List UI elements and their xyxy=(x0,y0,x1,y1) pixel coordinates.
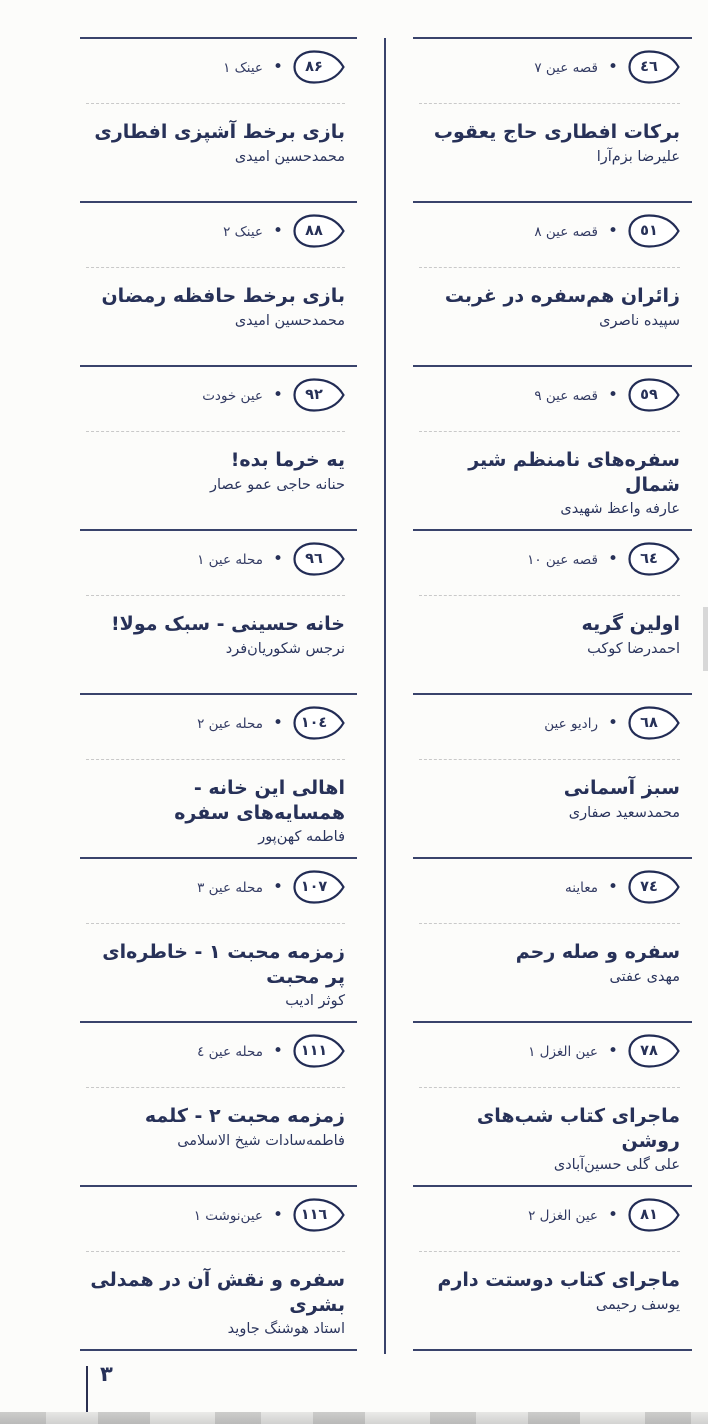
page-edge-tab xyxy=(703,607,708,671)
entry-title: بازی برخط آشپزی افطاری xyxy=(94,121,345,143)
bullet-dot-icon: • xyxy=(272,712,283,733)
entry-author: کوثر ادیب xyxy=(285,993,345,1010)
entry-title: سبز آسمانی xyxy=(563,777,680,799)
entry-header-row xyxy=(419,870,680,904)
bullet-dot-icon: • xyxy=(607,220,618,241)
bullet-dot-icon: • xyxy=(607,712,618,733)
scan-bottom-edge xyxy=(0,1412,708,1424)
page-number-badge xyxy=(293,706,345,740)
entry-author: مهدی عفتی xyxy=(609,968,680,985)
entry-category-label: عین خودت xyxy=(202,388,263,404)
entry-author: فاطمه کهن‌پور xyxy=(258,829,345,846)
entry-author: علیرضا بزم‌آرا xyxy=(596,148,680,165)
entry-page-number: ٦٤ xyxy=(640,551,658,567)
entry-subdivider-line xyxy=(86,923,345,924)
toc-entry xyxy=(413,693,692,857)
page-number-badge xyxy=(293,1034,345,1068)
toc-entry xyxy=(413,201,692,365)
entry-subdivider-line xyxy=(419,923,680,924)
entry-page-number: ٨۶ xyxy=(305,59,323,75)
entry-header-row xyxy=(86,542,345,576)
entry-subdivider-line xyxy=(86,1087,345,1088)
page-number-badge xyxy=(628,1198,680,1232)
entry-header-row xyxy=(86,214,345,248)
toc-column-left xyxy=(80,37,357,1351)
entry-subdivider-line xyxy=(419,759,680,760)
entry-author: سپیده ناصری xyxy=(599,312,680,329)
bullet-dot-icon: • xyxy=(272,1204,283,1225)
entry-header-row xyxy=(86,50,345,84)
bullet-dot-icon: • xyxy=(272,548,283,569)
toc-entry xyxy=(80,1185,357,1349)
entry-category-label: قصه عین ٧ xyxy=(534,60,598,76)
entry-header-row xyxy=(86,1198,345,1232)
entry-subdivider-line xyxy=(86,431,345,432)
entry-author: استاد هوشنگ جاوید xyxy=(227,1321,345,1338)
bullet-dot-icon: • xyxy=(607,876,618,897)
toc-entry xyxy=(413,529,692,693)
page-number-badge xyxy=(293,1198,345,1232)
entry-header-row xyxy=(86,870,345,904)
bullet-dot-icon: • xyxy=(607,384,618,405)
entry-author: محمدسعید صفاری xyxy=(568,804,680,821)
entry-page-number: ٥١ xyxy=(640,223,658,239)
entry-category-label: محله عین ١ xyxy=(197,552,263,568)
entry-title: سفره و صله رحم xyxy=(515,941,680,963)
page-number-badge xyxy=(628,870,680,904)
entry-category-label: معاینه xyxy=(565,880,598,896)
entry-category-label: عینک ١ xyxy=(223,60,263,76)
page-number-badge xyxy=(628,214,680,248)
toc-entry xyxy=(80,201,357,365)
entry-author: محمدحسین امیدی xyxy=(234,148,345,165)
entry-author: احمدرضا کوکب xyxy=(587,640,680,657)
bullet-dot-icon: • xyxy=(607,1040,618,1061)
entry-subdivider-line xyxy=(419,595,680,596)
entry-page-number: ٧٤ xyxy=(640,879,658,895)
page-number-badge xyxy=(628,378,680,412)
bullet-dot-icon: • xyxy=(272,220,283,241)
column-divider-line xyxy=(384,38,386,1354)
entry-category-label: رادیو عین xyxy=(544,716,598,732)
entry-title: سفره‌های نامنظم شیر شمال xyxy=(468,449,680,496)
entry-header-row xyxy=(419,706,680,740)
page-number-badge xyxy=(293,542,345,576)
entry-author: فاطمه‌سادات شیخ الاسلامی xyxy=(177,1132,345,1149)
entry-title: زمزمه محبت ١ - خاطره‌ای پر محبت xyxy=(102,941,345,988)
toc-entry xyxy=(80,1021,357,1185)
entry-page-number: ٦٨ xyxy=(640,715,658,731)
toc-entry xyxy=(413,365,692,529)
entry-subdivider-line xyxy=(86,1251,345,1252)
bullet-dot-icon: • xyxy=(607,56,618,77)
page-number-badge xyxy=(293,50,345,84)
entry-header-row xyxy=(419,1198,680,1232)
toc-entry xyxy=(413,1185,692,1349)
entry-page-number: ٩٢ xyxy=(305,387,323,403)
entry-category-label: محله عین ٤ xyxy=(197,1044,263,1060)
entry-category-label: عین الغزل ٢ xyxy=(528,1208,598,1224)
entry-title: بازی برخط حافظه رمضان xyxy=(101,285,345,307)
entry-subdivider-line xyxy=(419,431,680,432)
entry-category-label: عین الغزل ١ xyxy=(528,1044,598,1060)
bullet-dot-icon: • xyxy=(607,1204,618,1225)
toc-entry xyxy=(80,693,357,857)
page-number-badge xyxy=(628,1034,680,1068)
entry-page-number: ١٠٤ xyxy=(300,715,328,731)
entry-author: محمدحسین امیدی xyxy=(234,312,345,329)
entry-header-row xyxy=(86,1034,345,1068)
entry-title: زائران هم‌سفره در غربت xyxy=(444,285,680,307)
entry-title: زمزمه محبت ٢ - کلمه xyxy=(144,1105,345,1127)
entry-author: عارفه واعظ شهیدی xyxy=(560,501,680,518)
page-number-badge xyxy=(293,378,345,412)
entry-title: اهالی این خانه - همسایه‌های سفره xyxy=(174,777,345,824)
entry-subdivider-line xyxy=(419,1251,680,1252)
entry-author: علی گلی حسین‌آبادی xyxy=(553,1157,680,1174)
bullet-dot-icon: • xyxy=(272,56,283,77)
toc-entry xyxy=(413,1021,692,1185)
page-number-badge xyxy=(628,706,680,740)
bullet-dot-icon: • xyxy=(272,876,283,897)
entry-subdivider-line xyxy=(419,103,680,104)
page-number-badge xyxy=(293,214,345,248)
entry-header-row xyxy=(419,50,680,84)
entry-category-label: عین‌نوشت ١ xyxy=(193,1208,263,1224)
entry-header-row xyxy=(419,214,680,248)
entry-header-row xyxy=(419,1034,680,1068)
entry-subdivider-line xyxy=(86,267,345,268)
entry-subdivider-line xyxy=(86,759,345,760)
bullet-dot-icon: • xyxy=(607,548,618,569)
entry-title: برکات افطاری حاج یعقوب xyxy=(433,121,680,143)
entry-category-label: قصه عین ١٠ xyxy=(527,552,598,568)
entry-category-label: قصه عین ٩ xyxy=(534,388,598,404)
entry-subdivider-line xyxy=(86,595,345,596)
entry-page-number: ١١١ xyxy=(300,1043,328,1059)
entry-author: نرجس شکوریان‌فرد xyxy=(225,640,345,657)
entry-title: خانه حسینی - سبک مولا! xyxy=(111,613,345,635)
bullet-dot-icon: • xyxy=(272,1040,283,1061)
entry-page-number: ١٠٧ xyxy=(300,879,328,895)
entry-page-number: ٨١ xyxy=(640,1207,658,1223)
entry-category-label: قصه عین ٨ xyxy=(534,224,598,240)
toc-entry xyxy=(80,857,357,1021)
entry-header-row xyxy=(419,378,680,412)
entry-category-label: محله عین ٣ xyxy=(197,880,263,896)
page-number-badge xyxy=(293,870,345,904)
entry-category-label: محله عین ٢ xyxy=(197,716,263,732)
entry-title: ماجرای کتاب دوستت دارم xyxy=(437,1269,680,1291)
page-number: ۳ xyxy=(100,1362,113,1386)
toc-entry xyxy=(80,529,357,693)
entry-header-row xyxy=(419,542,680,576)
entry-header-row xyxy=(86,378,345,412)
entry-page-number: ٤٦ xyxy=(640,59,658,75)
entry-category-label: عینک ٢ xyxy=(223,224,263,240)
entry-subdivider-line xyxy=(419,267,680,268)
entry-page-number: ٥٩ xyxy=(640,387,658,403)
entry-subdivider-line xyxy=(419,1087,680,1088)
toc-entry xyxy=(413,857,692,1021)
entry-header-row xyxy=(86,706,345,740)
entry-author: یوسف رحیمی xyxy=(595,1296,680,1313)
page-number-badge xyxy=(628,50,680,84)
toc-entry xyxy=(80,37,357,201)
entry-page-number: ٩٦ xyxy=(305,551,323,567)
toc-entry xyxy=(80,365,357,529)
entry-author: حنانه حاجی عمو عصار xyxy=(210,476,345,493)
entry-page-number: ٨٨ xyxy=(305,223,323,239)
toc-entry xyxy=(413,37,692,201)
bullet-dot-icon: • xyxy=(272,384,283,405)
entry-title: سفره و نقش آن در همدلی بشری xyxy=(90,1269,345,1316)
entry-title: یه خرما بده! xyxy=(230,449,345,471)
entry-page-number: ١١٦ xyxy=(300,1207,328,1223)
entry-subdivider-line xyxy=(86,103,345,104)
entry-title: ماجرای کتاب شب‌های روشن xyxy=(476,1105,680,1152)
entry-page-number: ٧٨ xyxy=(640,1043,658,1059)
toc-column-right xyxy=(413,37,692,1351)
entry-title: اولین گریه xyxy=(581,613,680,635)
page-number-badge xyxy=(628,542,680,576)
